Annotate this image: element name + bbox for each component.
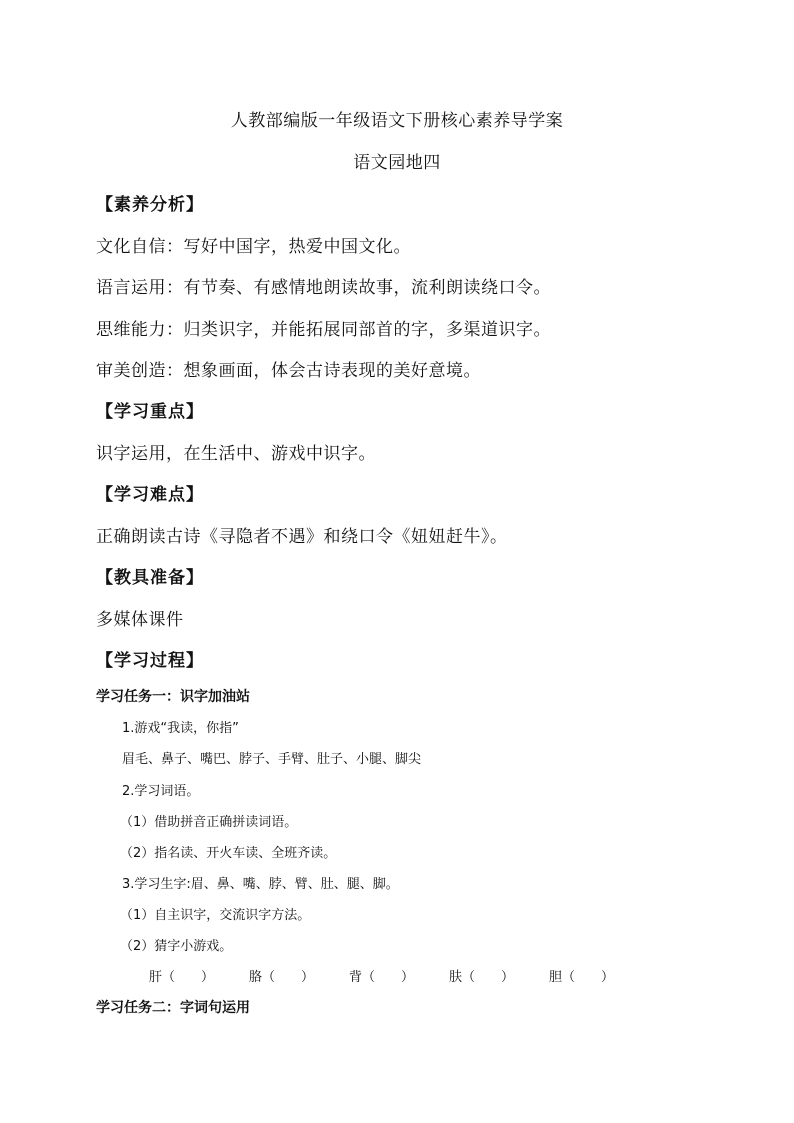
key-points-text: 识字运用，在生活中、游戏中识字。 bbox=[96, 444, 376, 464]
section-heading-key-points: 【学习重点】 bbox=[96, 402, 204, 422]
difficulties-text: 正确朗读古诗《寻隐者不遇》和绕口令《妞妞赶牛》。 bbox=[96, 527, 508, 547]
fill-blank-item: 肝（ ） bbox=[149, 970, 215, 985]
task-one-title: 学习任务一：识字加油站 bbox=[96, 689, 250, 705]
section-heading-process: 【学习过程】 bbox=[96, 651, 204, 671]
fill-blank-item: 背（ ） bbox=[349, 970, 415, 985]
section-heading-difficulties: 【学习难点】 bbox=[96, 485, 204, 505]
task-line: （1）借助拼音正确拼读词语。 bbox=[120, 815, 298, 830]
fill-blank-row bbox=[149, 966, 649, 985]
task-line: 眉毛、鼻子、嘴巴、脖子、手臂、肚子、小腿、脚尖 bbox=[122, 752, 422, 767]
analysis-item: 审美创造：想象画面，体会古诗表现的美好意境。 bbox=[96, 361, 481, 381]
analysis-item: 文化自信：写好中国字，热爱中国文化。 bbox=[96, 237, 411, 257]
fill-blank-item: 胳（ ） bbox=[249, 970, 315, 985]
document-subtitle: 语文园地四 bbox=[353, 153, 441, 173]
task-line: 1.游戏“我读，你指” bbox=[122, 721, 239, 736]
fill-blank-item: 肤（ ） bbox=[449, 970, 515, 985]
task-two-title: 学习任务二：字词句运用 bbox=[96, 1000, 250, 1016]
analysis-item: 语言运用：有节奏、有感情地朗读故事，流利朗读绕口令。 bbox=[96, 278, 551, 298]
task-line: （1）自主识字，交流识字方法。 bbox=[120, 908, 311, 923]
analysis-item: 思维能力：归类识字，并能拓展同部首的字，多渠道识字。 bbox=[96, 320, 551, 340]
fill-blank-item: 胆（ ） bbox=[549, 970, 615, 985]
section-heading-materials: 【教具准备】 bbox=[96, 568, 204, 588]
document-title: 人教部编版一年级语文下册核心素养导学案 bbox=[230, 111, 564, 131]
task-line: （2）指名读、开火车读、全班齐读。 bbox=[120, 846, 337, 861]
task-line: 3.学习生字:眉、鼻、嘴、脖、臂、肚、腿、脚。 bbox=[122, 877, 399, 892]
section-heading-analysis: 【素养分析】 bbox=[96, 195, 204, 215]
task-line: 2.学习词语。 bbox=[122, 784, 200, 799]
task-line: （2）猜字小游戏。 bbox=[120, 939, 233, 954]
materials-text: 多媒体课件 bbox=[96, 610, 184, 630]
